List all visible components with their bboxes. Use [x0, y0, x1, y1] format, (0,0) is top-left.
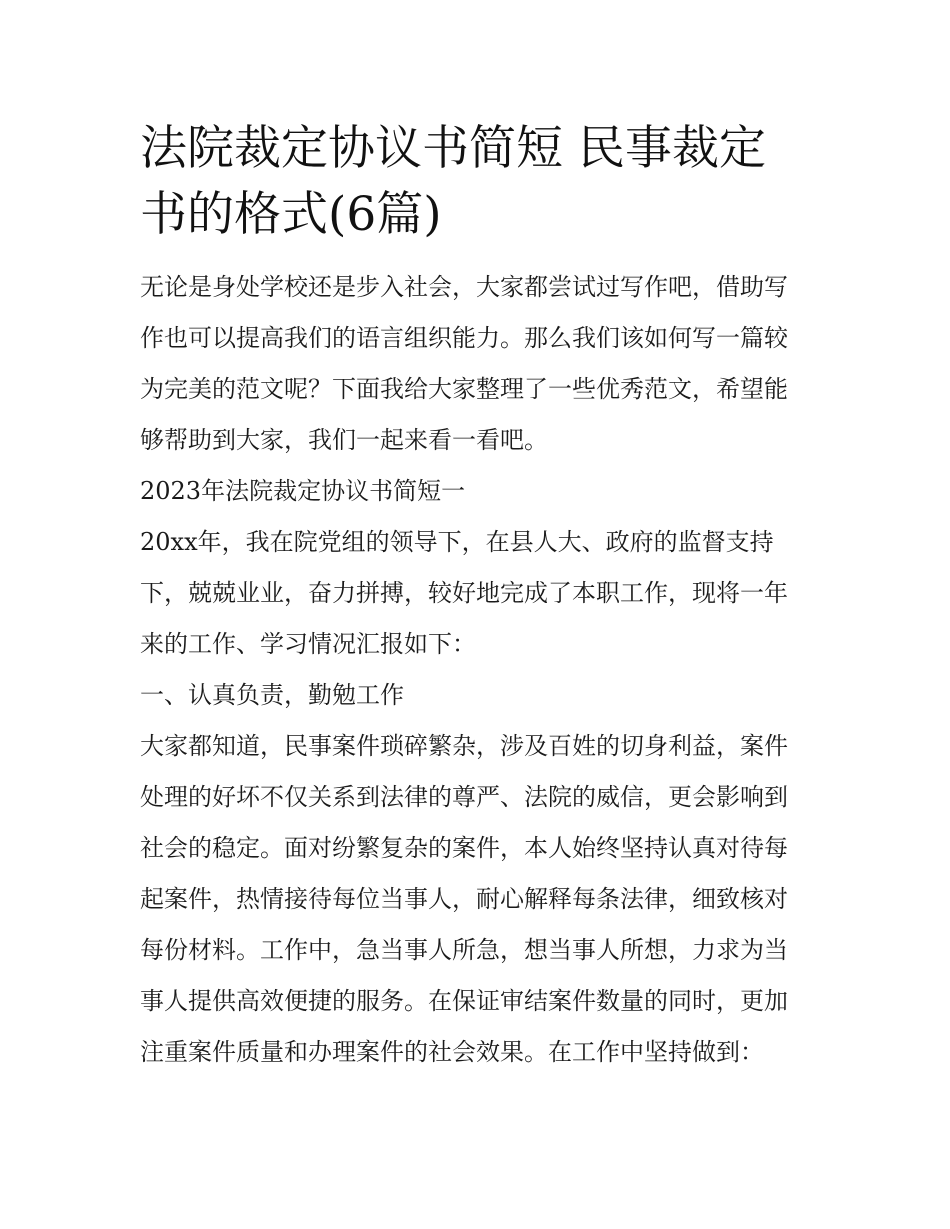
document-body: [140, 262, 815, 1078]
document-title: [140, 116, 815, 248]
subheading: 一、认真负责，勤勉工作: [140, 681, 404, 709]
para2-line-2: 处理的好坏不仅关系到法律的尊严、法院的威信，更会影响到: [140, 783, 788, 811]
title-line-2: 书的格式(6篇): [140, 187, 442, 242]
para2-line-6: 事人提供高效便捷的服务。在保证审结案件数量的同时，更加: [140, 987, 788, 1015]
title-line-1: 法院裁定协议书简短 民事裁定: [140, 121, 766, 176]
intro-line-2: 作也可以提高我们的语言组织能力。那么我们该如何写一篇较: [140, 324, 788, 352]
para2-line-3: 社会的稳定。面对纷繁复杂的案件，本人始终坚持认真对待每: [140, 834, 788, 862]
para2-line-1: 大家都知道，民事案件琐碎繁杂，涉及百姓的切身利益，案件: [140, 732, 788, 760]
para2-line-7: 注重案件质量和办理案件的社会效果。在工作中坚持做到：: [140, 1038, 764, 1066]
para2-line-5: 每份材料。工作中，急当事人所急，想当事人所想，力求为当: [140, 936, 788, 964]
para1-line-2: 下，兢兢业业，奋力拼搏，较好地完成了本职工作，现将一年: [140, 579, 788, 607]
para1-line-1: 20xx年，我在院党组的领导下，在县人大、政府的监督支持: [140, 528, 774, 556]
document-content: [140, 116, 815, 1078]
para2-line-4: 起案件，热情接待每位当事人，耐心解释每条法律，细致核对: [140, 885, 788, 913]
section-heading: 2023年法院裁定协议书简短一: [140, 477, 466, 505]
intro-line-4: 够帮助到大家，我们一起来看一看吧。: [140, 426, 548, 454]
intro-line-3: 为完美的范文呢？下面我给大家整理了一些优秀范文，希望能: [140, 375, 788, 403]
intro-line-1: 无论是身处学校还是步入社会，大家都尝试过写作吧，借助写: [140, 273, 788, 301]
para1-line-3: 来的工作、学习情况汇报如下：: [140, 630, 476, 658]
